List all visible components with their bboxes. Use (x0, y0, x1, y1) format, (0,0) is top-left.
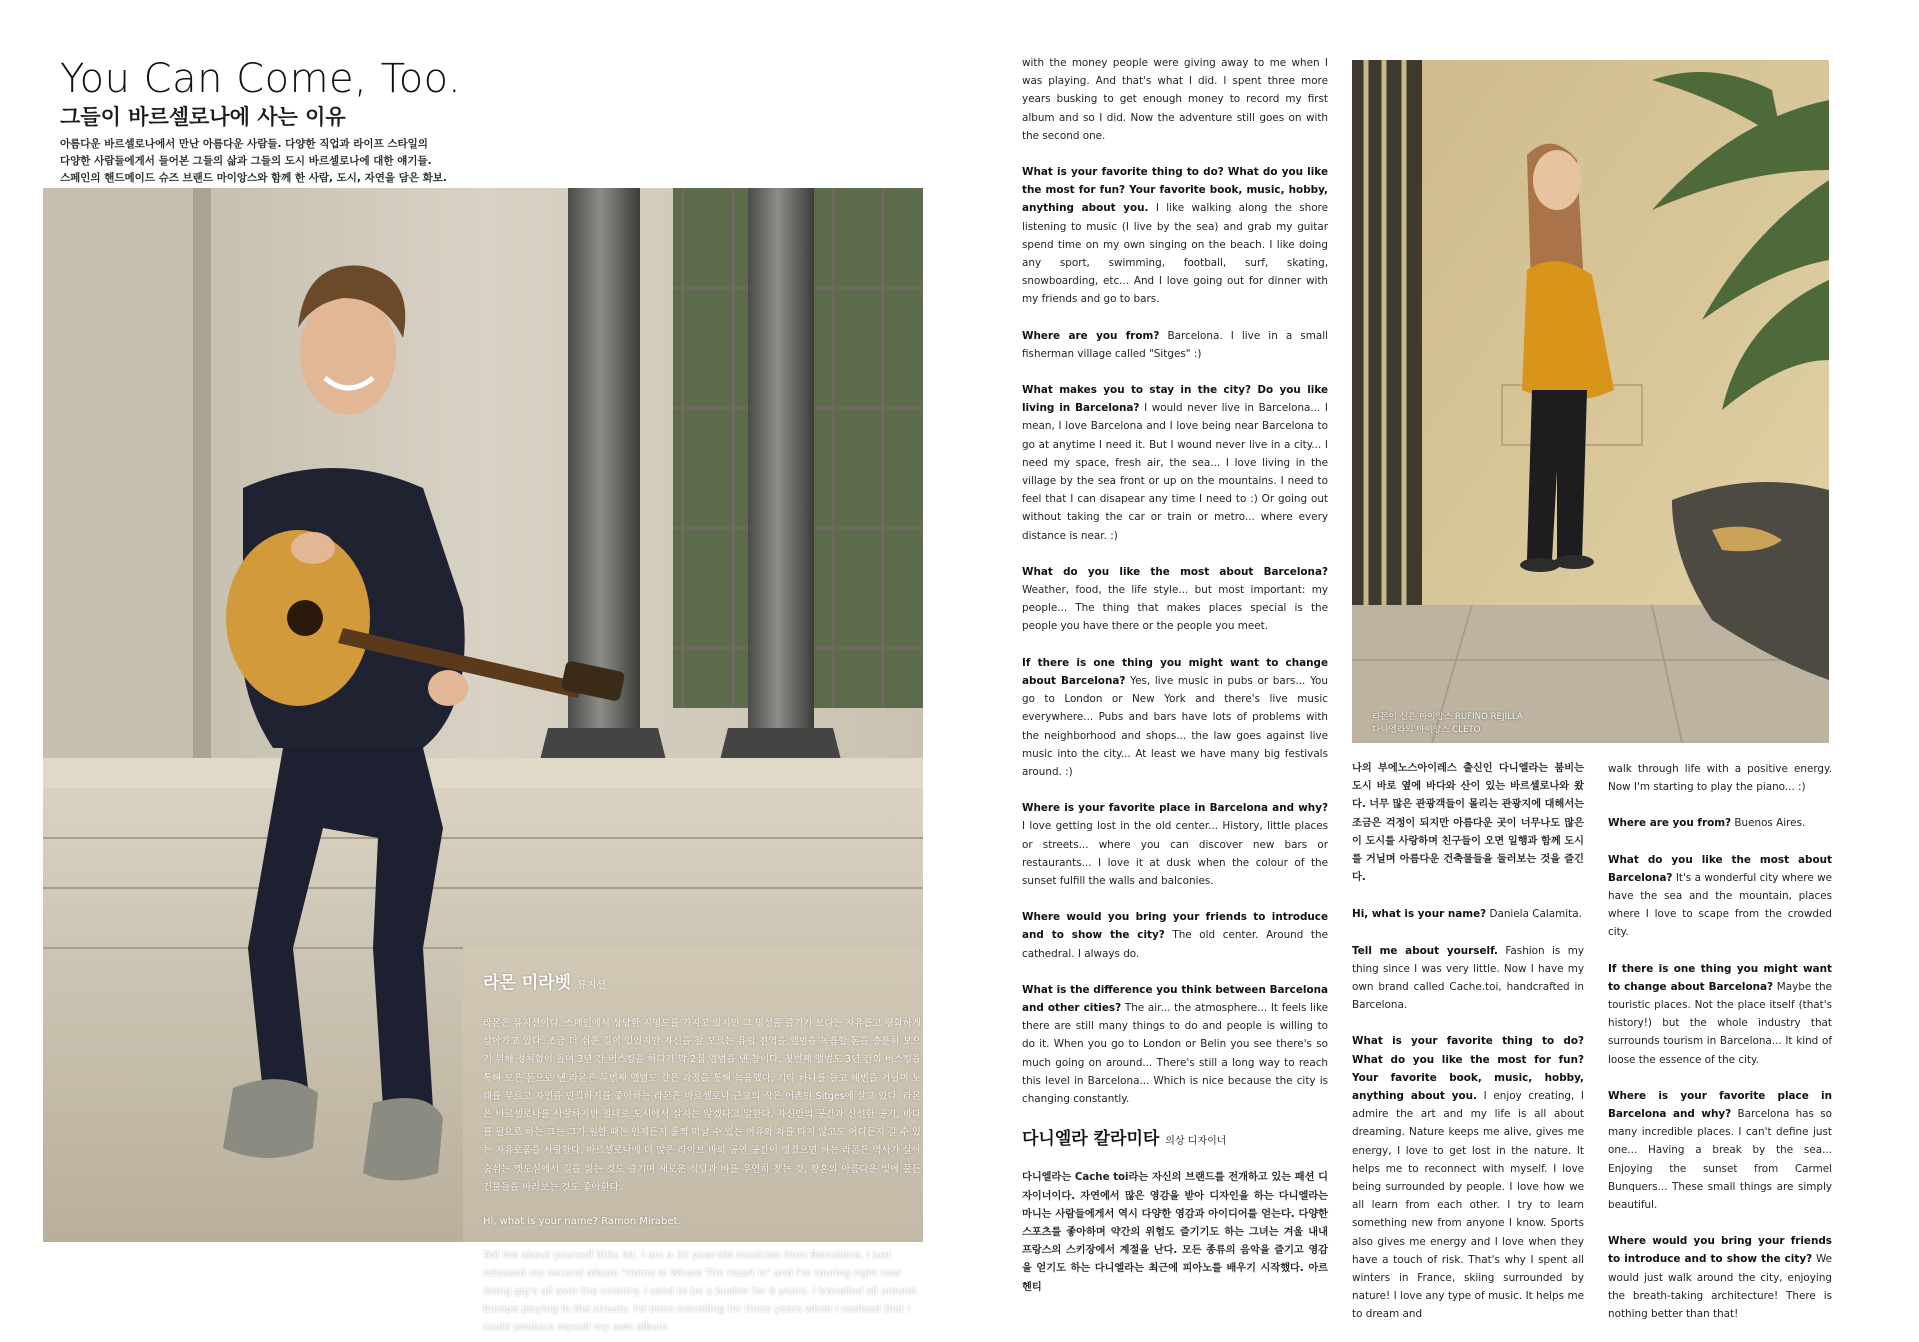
qa-item (1022, 327, 1328, 363)
question: Where is your favorite place in Barcelona and why? (1608, 1089, 1832, 1121)
qa-item (1608, 814, 1832, 832)
article-header (60, 56, 580, 187)
question: What is your favorite thing to do? What do you like the most for fun? Your favorite book, music, hobby, anything about you. (1352, 1035, 1584, 1103)
qa-item (1022, 381, 1328, 545)
daniela-continued-text: walk through life with a positive energy. Now I'm starting to play the piano... :) (1608, 763, 1832, 794)
daniela-photo (1352, 60, 1829, 743)
question: Where would you bring your friends to introduce and to show the city? (1022, 911, 1328, 942)
ramon-qa-about (483, 1247, 921, 1337)
article-title: You Can Come, Too. (60, 56, 462, 102)
answer: I enjoy creating, I admire the art and my life is all about dreaming. Nature keeps me alive, gives me energy, I love to get lost in the nature. It helps me to reconnect with myself. I love being surrounded by people. I love how we all learn from each other. I try to learn something new from anyone I know. Sports also gives me energy and I love when they have a touch of risk. That's why I spent all winters in France, skiing surrounded by nature! I love any type of music. It helps me to dream and (1352, 1090, 1584, 1321)
answer: Fashion is my thing since I was very little. Now I have my own brand called Cache.toi, handcrafted in Barcelona. (1352, 944, 1584, 1012)
answer: I would never live in Barcelona... I mean, I love Barcelona and I love being near Barcelona to go at anytime I need it. But I wound never live in a city... I need my space, fresh air, the sea... I love living in the village by the sea front or up on the mountains. I need to feel that I can disapear any time I need to :) Or going out without taking the car or train or metro... where every distance is near. :) (1022, 402, 1328, 542)
qa-item (1608, 960, 1832, 1069)
qa-item (1022, 908, 1328, 963)
qa-item (1352, 942, 1584, 1015)
qa-item (1022, 799, 1328, 890)
question: If there is one thing you might want to change about Barcelona? (1022, 656, 1328, 687)
answer: Yes, live music in pubs or bars... You go to London or New York and there's live music everywhere... Pubs and bars have lots of problems with the neighborhood and shops... the law goes against live music into the city... At least we have many big festivals around. :) (1022, 674, 1328, 778)
answer: I am a 32 year-old musician from Barcelona. I just released my second album "Home Is Where The Heart is" and I'm touring right now doing gig's all over the country. I used to be a busker for 6 years. I travelled all around Europe playing in the streets. I'd been travelling for three years when I realised that I could produce myself my own album (483, 1250, 917, 1334)
daniela-name-heading (1022, 1130, 1328, 1151)
intro-line: 아름다운 바르셀로나에서 만난 아름다운 사람들. 다양한 직업과 라이프 스타일의 (60, 138, 428, 150)
qa-item (1352, 1032, 1584, 1323)
answer: Barcelona has so many incredible places. I can't define just one... Having a break by the sea... Enjoying the sunset from Carmel Bunquers... These small things are simply beautiful. (1608, 1108, 1832, 1212)
answer: Weather, food, the life style... but most important: my people... The thing that makes places special is the people you have there or the people you meet. (1022, 584, 1328, 633)
ramon-korean-intro: 라몬은 뮤지션이다. 스페인에서 상당한 지명도를 가지고 있지만 그 명성을 즐기기 보다는 자유롭고 평화하게 살아가고 있다. 조금 더 쉬운 길이 있었지만 자신을 잘 모르는 유럽 전역을 앨범을 녹음할 돈을 충분히 모으기 위해 정처없이 돌며 3년 간 버스킹을 하다가 막 2집 앨범을 낸 참이다. 첫번째 앨범도 3년 간의 버스킹을 통해 모은 돈으로 낸 라몬은 두번째 앨범도 같은 과정을 통해 녹음했다. 기타 하나를 들고 해변을 거닐며 노래를 부르고 자연을 만끽하기를 좋아하는 라몬은 바르셀로나 근교의 작은 어촌인 Sitges에 살고 있다. 라몬은 바르셀로나를 사랑하지만 절대로 도시에서 살지는 않겠다고 말한다. 자신만의 공간과 신선한 공기, 바다를 필요로 하는 그는 그가 원할 때는 언제든지 훌쩍 떠날 수 있는 여유와 차를 타지 않고도 어디든지 갈 수 있는 자유로움을 사랑한다. 바르셀로나에 더 많은 라이브 바와 공연 공간이 생겼으면 하는 라몬은 역사가 살아숨쉬는 옛도심에서 길을 잃는 것도 즐기며 새로운 식당과 바를 우연히 찾는 것, 황혼의 아름다운 빛에 물든 건물들을 바라보는 것도 좋아한다. (483, 1018, 921, 1193)
photo-caption (1372, 711, 1523, 737)
answer: I like walking along the shore listening to music (I live by the sea) and grab my guitar spend time on my own singing on the beach. I like doing any sport, swimming, football, surf, skating, snowboarding, etc... And I love going out for dinner with my friends and go to bars. (1022, 202, 1328, 306)
question: Where are you from? (1608, 817, 1732, 830)
question: Hi, what is your name? (483, 1216, 598, 1228)
answer: Maybe the touristic places. Not the place itself (that's history!) but the whole industry that surrounds tourism in Barcelona... It kind of loose the essence of the city. (1608, 980, 1832, 1066)
daniela-name: 다니엘라 칼라미타 (1022, 1129, 1160, 1150)
right-page (960, 0, 1919, 1321)
caption-line: 라몬이 신은 마이앙스 RUFINO REJILLA (1372, 712, 1523, 722)
question: Tell me about yourself little bit. (483, 1250, 639, 1262)
ramon-photo (43, 188, 923, 1334)
intro-line: 다양한 사람들에게서 들어본 그들의 삶과 그들의 도시 바르셀로나에 대한 얘기들. (60, 155, 432, 167)
ramon-name: 라몬 미라벳 (483, 973, 572, 993)
answer: It's a wonderful city where we have the sea and the mountain, places where I love to scape from the crowded city. (1608, 871, 1833, 939)
daniela-role: 의상 디자이너 (1165, 1136, 1227, 1148)
answer: Buenos Aires. (1734, 817, 1806, 830)
qa-item (1608, 1232, 1832, 1323)
ramon-interview-column (1022, 54, 1328, 1297)
ramon-continued-text: with the money people were giving away to me when I was playing. And that's what I did. I spent three more years busking to get enough money to record my first album and so I did. Now the adventure still goes on with the second one. (1022, 57, 1328, 142)
question: Where would you bring your friends to introduce and to show the city? (1608, 1235, 1832, 1266)
daniela-photo-illustration (1352, 60, 1829, 743)
answer: Daniela Calamita. (1489, 908, 1582, 921)
question: If there is one thing you might want to change about Barcelona? (1608, 962, 1832, 993)
ramon-qa-name (483, 1213, 921, 1231)
qa-item (1022, 981, 1328, 1108)
daniela-interview-column-2 (1608, 760, 1832, 1341)
answer: Ramon Mirabet. (601, 1216, 681, 1228)
left-page (0, 0, 960, 1334)
question: Tell me about yourself. (1352, 944, 1498, 957)
daniela-korean-intro-continued: 나의 부에노스아이레스 출신인 다니엘라는 붐비는 도시 바로 옆에 바다와 산이 있는 바르셀로나와 왔다. 너무 많은 관광객들이 몰리는 관광지에 대해서는 조금은 걱정이 되지만 아름다운 곳이 너무나도 많은 이 도시를 사랑하며 친구들이 오면 일행과 함께 도시를 거닐며 아름다운 건축물들을 둘러보는 것을 즐긴다. (1352, 763, 1584, 884)
question: What is your favorite thing to do? What do you like the most for fun? Your favorite book, music, hobby, anything about you. (1022, 166, 1328, 215)
answer: Barcelona. I live in a small fisherman village called "Sitges" :) (1022, 329, 1328, 360)
ramon-text-overlay (483, 968, 921, 1337)
answer: The air... the atmosphere... It feels like there are still many things to do and people is willing to do it. When you go to London or Belin you see there's so much going on around... There's still a long way to reach this level in Barcelona... Which is nice because the city is changing constantly. (1022, 1001, 1328, 1105)
article-subtitle: 그들이 바르셀로나에 사는 이유 (60, 105, 346, 129)
question: What makes you to stay in the city? Do you like living in Barcelona? (1022, 384, 1328, 415)
qa-item (1022, 563, 1328, 636)
question: Hi, what is your name? (1352, 908, 1487, 921)
caption-line: 다니엘라의 마이앙스 CLETO (1372, 725, 1481, 735)
answer: The old center. Around the cathedral. I always do. (1022, 929, 1328, 960)
qa-item (1022, 654, 1328, 781)
ramon-name-heading (483, 968, 921, 993)
daniela-interview-column-1 (1352, 760, 1584, 1342)
answer: We would just walk around the city, enjoying the breath-taking architecture! There is nothing better than that! (1608, 1253, 1832, 1321)
intro-line: 스페인의 핸드메이드 슈즈 브랜드 마이앙스와 함께 한 사람, 도시, 자연을 담은 화보. (60, 172, 447, 184)
qa-item (1608, 851, 1832, 942)
question: What is the difference you think between Barcelona and other cities? (1022, 983, 1328, 1014)
answer: I love getting lost in the old center... History, little places or streets... where you can discover new bars or restaurants... I love it at dusk when the colour of the sunset fulfill the walls and balconies. (1022, 820, 1328, 887)
question: Where is your favorite place in Barcelona and why? (1022, 802, 1328, 815)
qa-item (1352, 905, 1584, 923)
qa-item (1608, 1087, 1832, 1214)
qa-item (1022, 163, 1328, 309)
question: What do you like the most about Barcelona? (1608, 853, 1832, 884)
ramon-role: 뮤지션 (577, 980, 607, 991)
question: Where are you from? (1022, 329, 1160, 342)
question: What do you like the most about Barcelona? (1022, 565, 1328, 578)
daniela-korean-intro: 다니엘라는 Cache toi라는 자신의 브랜드를 전개하고 있는 패션 디자이너이다. 자연에서 많은 영감을 받아 디자인을 하는 다니엘라는 마니는 사람들에게서 역시 다양한 영감과 아이디어를 얻는다. 다양한 스포츠를 좋아하며 약간의 위험도 즐기기도 하는 그녀는 겨울 내내 프랑스의 스키장에서 계절을 난다. 모든 종류의 음악을 즐기고 영감을 얻기도 하는 다니엘라는 최근에 피아노를 배우기 시작했다. 아르헨티 (1022, 1172, 1328, 1293)
